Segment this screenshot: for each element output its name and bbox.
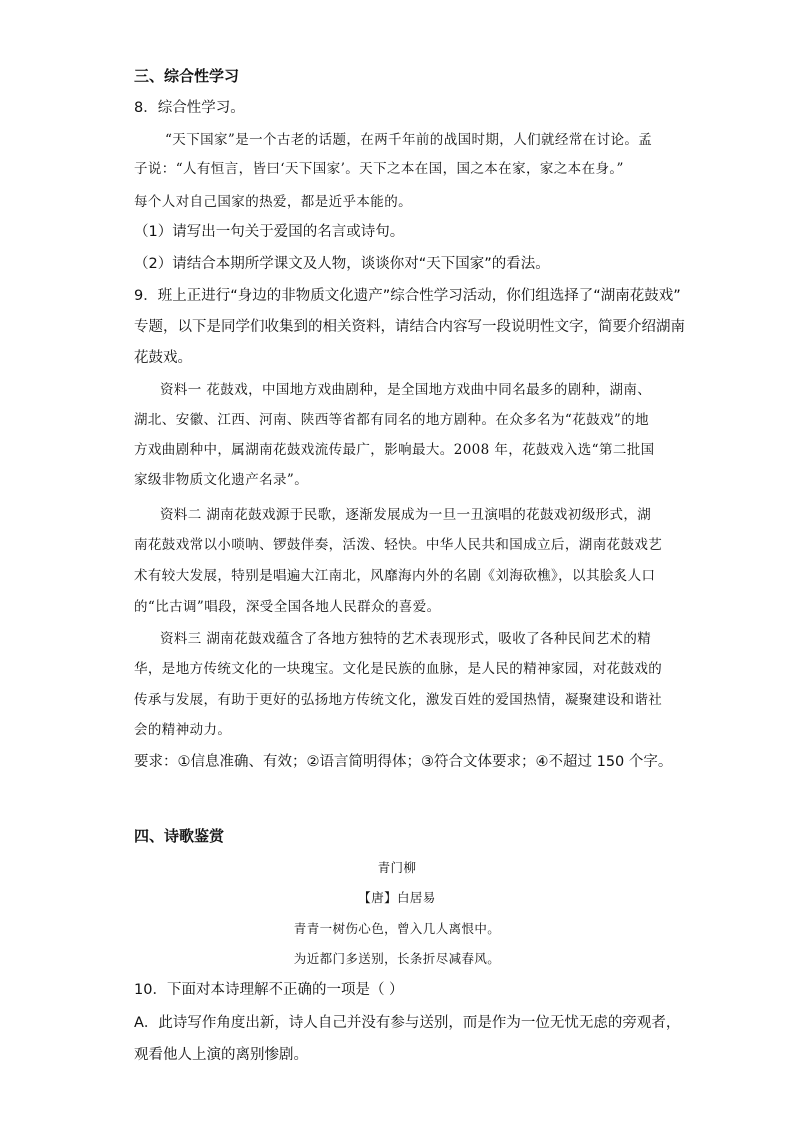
q9-stem-line: 花鼓戏。 <box>134 350 192 366</box>
material1-line: 方戏曲剧种中，属湖南花鼓戏流传最广，影响最大。2008 年，花鼓戏入选“第二批国 <box>134 442 655 458</box>
q8-sub2: （2）请结合本期所学课文及人物，谈谈你对“天下国家”的看法。 <box>134 256 550 272</box>
material1-line: 家级非物质文化遗产名录”。 <box>134 472 309 488</box>
section4-heading: 四、诗歌鉴赏 <box>134 827 225 845</box>
material3-line: 资料三 湖南花鼓戏蕴含了各地方独特的艺术表现形式，吸收了各种民间艺术的精 <box>160 631 652 647</box>
material1-line: 湖北、安徽、江西、河南、陕西等省都有同名的地方剧种。在众多名为“花鼓戏”的地 <box>134 412 650 428</box>
q8-passage-line: 子说：“人有恒言，皆曰‘天下国家’。天下之本在国，国之本在家，家之本在身。” <box>134 161 624 177</box>
q8-passage-line: “天下国家”是一个古老的话题，在两千年前的战国时期，人们就经常在讨论。孟 <box>165 132 653 148</box>
material3-line: 传承与发展，有助于更好的弘扬地方传统文化，激发百姓的爱国热情，凝聚建设和谐社 <box>134 692 663 708</box>
poem-line: 为近都门多送别，长条折尽减春风。 <box>293 951 501 966</box>
material2-line: 南花鼓戏常以小唢呐、锣鼓伴奏，活泼、轻快。中华人民共和国成立后，湖南花鼓戏艺 <box>134 537 663 553</box>
section3-heading: 三、综合性学习 <box>134 67 240 85</box>
material1-line: 资料一 花鼓戏，中国地方戏曲剧种，是全国地方戏曲中同名最多的剧种，湖南、 <box>160 382 652 398</box>
material2-line: 资料二 湖南花鼓戏源于民歌，逐渐发展成为一旦一丑演唱的花鼓戏初级形式，湖 <box>160 507 652 523</box>
q9-stem-line: 专题，以下是同学们收集到的相关资料，请结合内容写一段说明性文字，简要介绍湖南 <box>134 319 685 335</box>
material3-line: 华，是地方传统文化的一块瑰宝。文化是民族的血脉，是人民的精神家园，对花鼓戏的 <box>134 661 663 677</box>
poem-line: 青青一树伤心色，曾入几人离恨中。 <box>293 921 501 936</box>
q8-passage-line: 每个人对自己国家的热爱，都是近乎本能的。 <box>134 194 412 210</box>
material3-line: 会的精神动力。 <box>134 722 232 738</box>
q8-sub1: （1）请写出一句关于爱国的名言或诗句。 <box>134 224 405 240</box>
q9-stem-line: 9．班上正进行“身边的非物质文化遗产”综合性学习活动，你们组选择了“湖南花鼓戏” <box>134 288 681 304</box>
q8-title: 8．综合性学习。 <box>134 100 245 116</box>
poem-author: 【唐】白居易 <box>358 890 436 905</box>
poem-title: 青门柳 <box>377 860 417 875</box>
material2-line: 的“比古调”唱段，深受全国各地人民群众的喜爱。 <box>134 599 441 615</box>
q10-stem: 10．下面对本诗理解不正确的一项是（ ） <box>134 982 404 998</box>
material2-line: 术有较大发展，特别是唱遍大江南北，风靡海内外的名剧《刘海砍樵》，以其脍炙人口 <box>134 568 656 584</box>
q9-requirement: 要求：①信息准确、有效；②语言简明得体；③符合文体要求；④不超过 150 个字。 <box>134 754 673 770</box>
q10-option-a-line: A．此诗写作角度出新，诗人自己并没有参与送别，而是作为一位无忧无虑的旁观者， <box>134 1015 681 1031</box>
q10-option-a-line: 观看他人上演的离别惨剧。 <box>134 1047 308 1063</box>
